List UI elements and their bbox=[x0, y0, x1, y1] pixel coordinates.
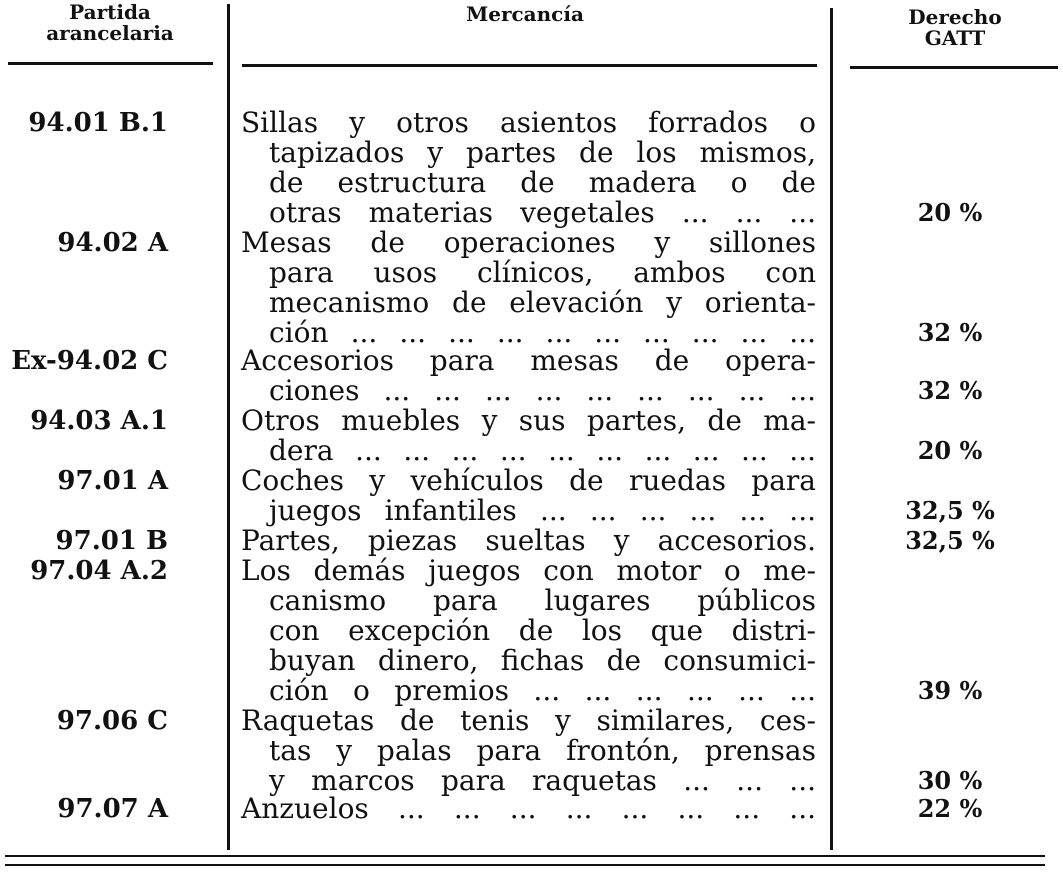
tariff-code: 97.07 A bbox=[57, 794, 168, 824]
description-line: Coches y vehículos de ruedas para bbox=[241, 464, 816, 497]
merchandise-description bbox=[241, 706, 816, 796]
description-line: para usos clínicos, ambos con bbox=[269, 256, 816, 289]
gatt-rate: 22 % bbox=[917, 794, 983, 823]
description-line: mecanismo de elevación y orienta- bbox=[269, 286, 816, 319]
description-line: con excepción de los que distri- bbox=[269, 614, 816, 647]
merchandise-description bbox=[241, 466, 816, 526]
tariff-code: Ex-94.02 C bbox=[11, 346, 168, 376]
gatt-rate: 32,5 % bbox=[905, 496, 995, 525]
column-divider-right bbox=[830, 8, 833, 850]
description-line: de estructura de madera o de bbox=[269, 166, 816, 199]
header-derecho-line1: Derecho bbox=[908, 5, 1002, 29]
gatt-rate: 20 % bbox=[917, 436, 983, 465]
description-line: otras materias vegetales ... ... ... bbox=[269, 196, 816, 229]
header-mercancia: Mercancía bbox=[466, 2, 584, 26]
description-line: ciones ... ... ... ... ... ... ... ... ... bbox=[269, 374, 816, 407]
description-line: buyan dinero, fichas de consumici- bbox=[269, 644, 816, 677]
description-line: dera ... ... ... ... ... ... ... ... ... ... bbox=[269, 434, 816, 467]
header-partida-line2: arancelaria bbox=[46, 21, 174, 45]
gatt-rate: 20 % bbox=[917, 198, 983, 227]
gatt-rate: 39 % bbox=[917, 676, 983, 705]
merchandise-description bbox=[241, 346, 816, 406]
description-line: Raquetas de tenis y similares, ces- bbox=[241, 704, 816, 737]
tariff-code: 97.01 A bbox=[57, 466, 168, 496]
header-rule-derecho bbox=[850, 66, 1058, 69]
gatt-rate: 32 % bbox=[917, 376, 983, 405]
header-derecho-gatt bbox=[885, 7, 1025, 49]
table-bottom-rule-top bbox=[5, 855, 1045, 857]
header-derecho-line2: GATT bbox=[924, 26, 986, 50]
header-partida-line1: Partida bbox=[69, 0, 151, 24]
gatt-rate: 32,5 % bbox=[905, 526, 995, 555]
table-bottom-rule-bottom bbox=[5, 864, 1045, 866]
gatt-rate: 30 % bbox=[917, 766, 983, 795]
merchandise-description bbox=[241, 108, 816, 228]
tariff-code: 97.01 B bbox=[55, 526, 168, 556]
header-partida-arancelaria bbox=[20, 2, 200, 44]
merchandise-description bbox=[241, 228, 816, 348]
column-divider-left bbox=[227, 4, 230, 850]
tariff-code: 97.04 A.2 bbox=[30, 556, 168, 586]
description-line: ción ... ... ... ... ... ... ... ... ... ... bbox=[269, 316, 816, 349]
description-line: Mesas de operaciones y sillones bbox=[241, 226, 816, 259]
merchandise-description bbox=[241, 406, 816, 466]
description-line: canismo para lugares públicos bbox=[269, 584, 816, 617]
description-line: juegos infantiles ... ... ... ... ... ... bbox=[269, 494, 816, 527]
tariff-code: 94.02 A bbox=[57, 228, 168, 258]
merchandise-description bbox=[241, 556, 816, 706]
header-rule-partida bbox=[8, 62, 213, 65]
description-line: Otros muebles y sus partes, de ma- bbox=[241, 404, 816, 437]
tariff-code: 94.03 A.1 bbox=[30, 406, 168, 436]
tariff-code: 97.06 C bbox=[56, 706, 168, 736]
description-line: Sillas y otros asientos forrados o bbox=[241, 106, 816, 139]
description-line: tapizados y partes de los mismos, bbox=[269, 136, 816, 169]
description-line: Partes, piezas sueltas y accesorios. bbox=[241, 524, 816, 557]
description-line: Accesorios para mesas de opera- bbox=[241, 344, 816, 377]
merchandise-description bbox=[241, 526, 816, 556]
merchandise-description bbox=[241, 794, 816, 824]
description-line: Anzuelos ... ... ... ... ... ... ... ... bbox=[241, 792, 816, 825]
gatt-rate: 32 % bbox=[917, 318, 983, 347]
description-line: y marcos para raquetas ... ... ... bbox=[269, 764, 816, 797]
description-line: Los demás juegos con motor o me- bbox=[241, 554, 816, 587]
description-line: ción o premios ... ... ... ... ... ... bbox=[269, 674, 816, 707]
description-line: tas y palas para frontón, prensas bbox=[269, 734, 816, 767]
tariff-code: 94.01 B.1 bbox=[28, 108, 168, 138]
header-rule-mercancia bbox=[242, 64, 817, 67]
